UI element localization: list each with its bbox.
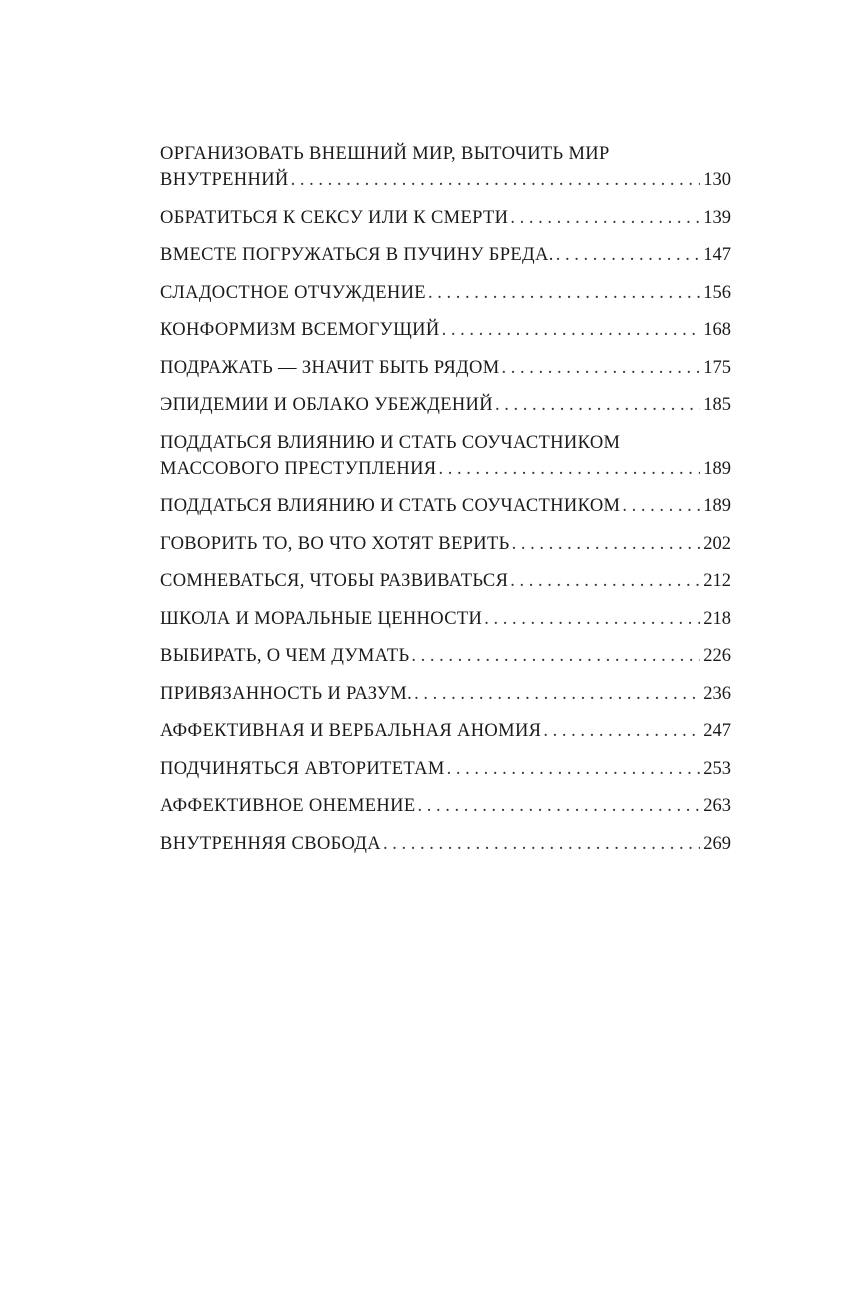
toc-page-number: 253 — [703, 758, 731, 779]
toc-entry — [160, 205, 731, 231]
toc-page-number: 139 — [703, 207, 731, 228]
toc-entry — [160, 718, 731, 744]
dot-leader — [447, 756, 701, 782]
toc-entry-title: ВНУТРЕННЯЯ СВОБОДА — [160, 833, 381, 854]
toc-page-number: 202 — [703, 533, 731, 554]
toc-entry-line — [160, 355, 731, 381]
toc-entry-line — [160, 568, 731, 594]
dot-leader — [556, 242, 701, 268]
toc-entry-title-line: ПОДДАТЬСЯ ВЛИЯНИЮ И СТАТЬ СОУЧАСТНИКОМ — [160, 432, 621, 453]
toc-entry — [160, 430, 731, 482]
toc-entry-title: СЛАДОСТНОЕ ОТЧУЖДЕНИЕ — [160, 282, 426, 303]
dot-leader — [418, 793, 701, 819]
toc-entry — [160, 793, 731, 819]
dot-leader — [510, 205, 700, 231]
toc-entry-line — [160, 392, 731, 418]
toc-entry-line — [160, 280, 731, 306]
toc-entry-line — [160, 793, 731, 819]
toc-page-number: 185 — [703, 395, 731, 415]
toc-entry-line — [160, 531, 731, 557]
toc-entry-title: АФФЕКТИВНОЕ ОНЕМЕНИЕ — [160, 796, 416, 816]
toc-entry — [160, 280, 731, 306]
toc-entry-title: ПОДДАТЬСЯ ВЛИЯНИЮ И СТАТЬ СОУЧАСТНИКОМ — [160, 496, 621, 516]
toc-entry-line — [160, 205, 731, 231]
toc-entry — [160, 681, 731, 707]
dot-leader — [502, 355, 701, 381]
toc-entry — [160, 606, 731, 632]
dot-leader — [291, 167, 701, 193]
toc-page-number: 130 — [703, 170, 731, 190]
toc-page-number: 189 — [703, 458, 731, 479]
table-of-contents — [160, 141, 731, 868]
toc-entry — [160, 392, 731, 418]
toc-entry-line — [160, 242, 731, 268]
toc-entry-line — [160, 756, 731, 782]
toc-entry-title: ОБРАТИТЬСЯ К СЕКСУ ИЛИ К СМЕРТИ — [160, 207, 509, 228]
dot-leader — [414, 681, 700, 707]
toc-entry-title: ВМЕСТЕ ПОГРУЖАТЬСЯ В ПУЧИНУ БРЕДА. — [160, 245, 554, 265]
toc-page-number: 175 — [703, 357, 731, 378]
dot-leader — [484, 606, 700, 632]
toc-entry-title: ПОДЧИНЯТЬСЯ АВТОРИТЕТАМ — [160, 758, 445, 779]
toc-page-number: 269 — [703, 833, 731, 854]
toc-entry — [160, 355, 731, 381]
dot-leader — [383, 831, 700, 857]
dot-leader — [495, 392, 700, 418]
dot-leader — [411, 643, 700, 669]
toc-entry-title: ПОДРАЖАТЬ — ЗНАЧИТ БЫТЬ РЯДОМ — [160, 357, 500, 378]
toc-page-number: 236 — [703, 683, 731, 704]
toc-entry-title: КОНФОРМИЗМ ВСЕМОГУЩИЙ — [160, 320, 440, 340]
toc-page-number: 247 — [703, 721, 731, 741]
dot-leader — [428, 280, 700, 306]
dot-leader — [543, 718, 700, 744]
toc-entry — [160, 643, 731, 669]
toc-entry-title: ГОВОРИТЬ ТО, ВО ЧТО ХОТЯТ ВЕРИТЬ — [160, 533, 510, 554]
toc-entry — [160, 568, 731, 594]
toc-entry-line — [160, 456, 731, 482]
toc-entry-line — [160, 831, 731, 857]
toc-page-number: 212 — [703, 571, 731, 591]
toc-page-number: 263 — [703, 796, 731, 816]
toc-entry-title: ВЫБИРАТЬ, О ЧЕМ ДУМАТЬ — [160, 646, 410, 666]
toc-entry-title: ЭПИДЕМИИ И ОБЛАКО УБЕЖДЕНИЙ — [160, 395, 493, 415]
toc-entry — [160, 141, 731, 193]
dot-leader — [439, 456, 701, 482]
toc-page-number: 226 — [703, 646, 731, 666]
toc-page-number: 156 — [703, 282, 731, 303]
toc-entry-title: МАССОВОГО ПРЕСТУПЛЕНИЯ — [160, 458, 437, 479]
toc-entry-title: СОМНЕВАТЬСЯ, ЧТОБЫ РАЗВИВАТЬСЯ — [160, 571, 509, 591]
toc-entry-title: ВНУТРЕННИЙ — [160, 170, 289, 190]
toc-entry-line — [160, 167, 731, 193]
toc-page-number: 168 — [703, 320, 731, 340]
toc-page-number: 147 — [703, 245, 731, 265]
toc-entry-title: ПРИВЯЗАННОСТЬ И РАЗУМ. — [160, 683, 413, 704]
dot-leader — [622, 493, 700, 519]
toc-entry — [160, 756, 731, 782]
toc-entry — [160, 531, 731, 557]
dot-leader — [442, 317, 701, 343]
toc-entry-line — [160, 681, 731, 707]
toc-entry-line — [160, 317, 731, 343]
dot-leader — [510, 568, 700, 594]
dot-leader — [512, 531, 701, 557]
toc-entry-line — [160, 718, 731, 744]
toc-entry-line — [160, 606, 731, 632]
toc-page-number: 218 — [703, 608, 731, 629]
toc-entry — [160, 493, 731, 519]
toc-entry-title-line: ОРГАНИЗОВАТЬ ВНЕШНИЙ МИР, ВЫТОЧИТЬ МИР — [160, 144, 610, 164]
toc-entry-title: ШКОЛА И МОРАЛЬНЫЕ ЦЕННОСТИ — [160, 608, 483, 629]
toc-page-number: 189 — [703, 496, 731, 516]
toc-entry — [160, 317, 731, 343]
toc-entry-line — [160, 493, 731, 519]
toc-entry — [160, 831, 731, 857]
toc-entry — [160, 242, 731, 268]
toc-entry-line — [160, 643, 731, 669]
toc-entry-title: АФФЕКТИВНАЯ И ВЕРБАЛЬНАЯ АНОМИЯ — [160, 721, 542, 741]
